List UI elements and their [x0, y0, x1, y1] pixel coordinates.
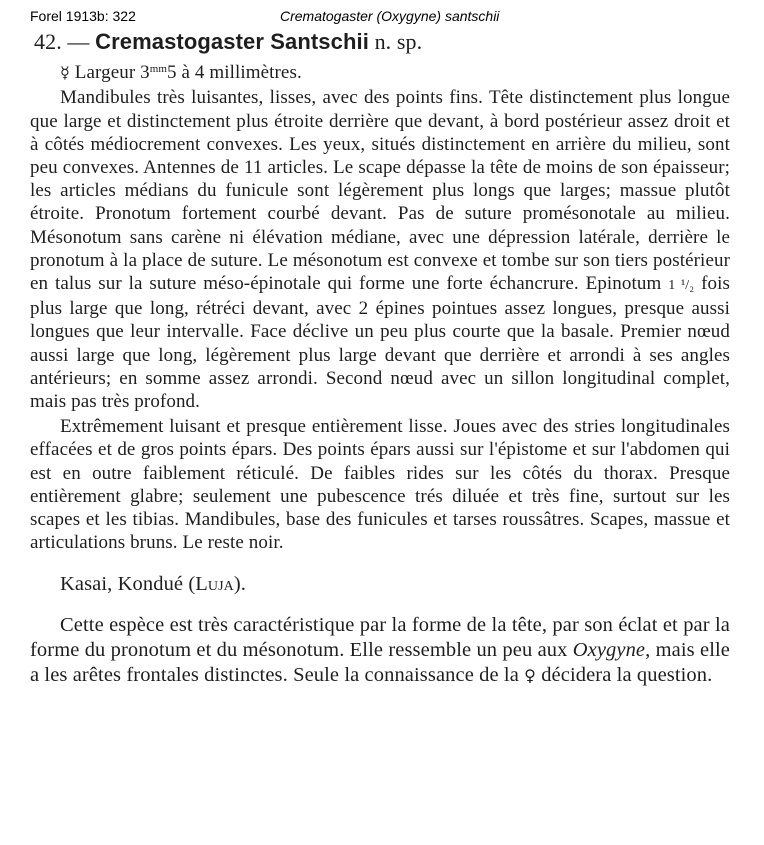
- size-text-b: 5 à 4 millimètres.: [167, 62, 302, 84]
- remark-paragraph: [30, 613, 730, 688]
- locality-end: ).: [233, 573, 247, 596]
- species-heading: [34, 30, 730, 53]
- collector-name: Luja: [195, 573, 234, 596]
- epinotum-ratio: 1 ¹/₂: [668, 278, 695, 294]
- worker-symbol-icon: ☿: [60, 63, 70, 83]
- size-text-a: Largeur 3: [74, 62, 150, 84]
- page-header: [0, 6, 764, 26]
- taxon-name: Crematogaster (Oxygyne) santschii: [280, 8, 500, 24]
- locality-line: [30, 572, 730, 597]
- new-species-marker: n. sp.: [374, 29, 423, 54]
- size-superscript: mm: [149, 63, 168, 76]
- genus-name: Oxygyne: [572, 639, 646, 662]
- spacer: [30, 554, 730, 572]
- remark-text-b: , mais elle a les arêtes frontales distinctes. Seule la connaissance de la: [30, 639, 730, 687]
- spacer: [30, 597, 730, 613]
- remark-text-a: Cette espèce est très caractéristique par la forme de la tête, par son éclat et par la forme du pronotum et du mésonotum. Elle ressemble un peu aux: [30, 614, 730, 662]
- sculpture-colour-paragraph: Extrêmement luisant et presque entièrement lisse. Joues avec des stries longitudinales effacées et de gros points épars. Des points épars aussi sur l'épistome et sur l'abdomen qui est en outre faiblement réticulé. De faibles rides sur les côtés du thorax. Presque entièrement glabre; seulement une pubescence trés diluée et très fine, surtout sur les scapes et les tibias. Mandibules, base des funicules et tarses roussâtres. Scapes, massue et articulations bruns. Le reste noir.: [30, 416, 730, 554]
- remark-text-c: décidera la question.: [541, 664, 713, 687]
- morphology-paragraph: [30, 86, 730, 413]
- locality-place: Kasai, Kondué (: [60, 573, 196, 596]
- entry-number: 42. —: [34, 29, 90, 54]
- morphology-text-b: fois plus large que long, rétréci devant, avec 2 épines pointues assez longues, presque aussi longues que leur intervalle. Face déclive un peu plus courte que la basale. Premier nœud aussi large que long, légèrement plus large devant que derrière et arrondi à ses angles antérieurs; en somme assez arrondi. Second nœud avec un sillon longitudinal complet, mais pas très profond.: [30, 273, 731, 413]
- document-page: [30, 30, 730, 688]
- female-symbol-icon: ♀: [524, 666, 536, 686]
- species-name: Cremastogaster Santschii: [95, 29, 369, 54]
- worker-size-line: [30, 61, 730, 84]
- citation-reference: Forel 1913b: 322: [30, 8, 136, 24]
- morphology-text-a: Mandibules très luisantes, lisses, avec des points fins. Tête distinctement plus longue que large et distinctement plus étroite derrière que devant, à bord postérieur assez droit et à côtés médiocrement convexes. Les yeux, situés distinctement en arrière du milieu, sont peu convexes. Antennes de 11 articles. Le scape dépasse la tête de moins de son épaisseur; les articles médians du funicule sont légèrement plus longs que larges; massue plutôt étroite. Pronotum fortement courbé devant. Pas de suture promésonotale au milieu. Mésonotum sans carène ni élévation médiane, avec une dépression latérale, derrière le pronotum à la place de suture. Le mésonotum est convexe et tombe sur son tiers postérieur en talus sur la suture méso-épinotale qui forme une forte échancrure. Epinotum: [30, 87, 730, 295]
